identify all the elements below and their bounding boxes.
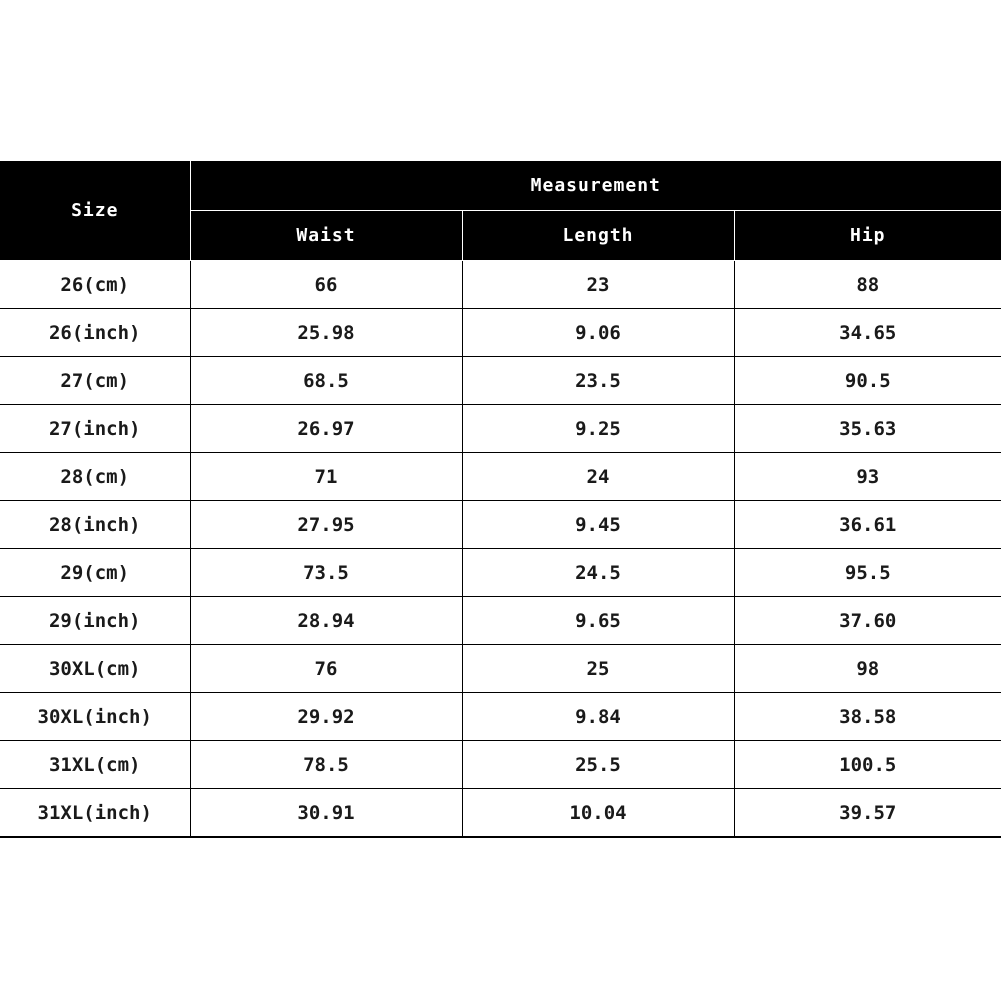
waist-cell: 27.95 bbox=[190, 501, 462, 549]
length-cell: 24.5 bbox=[462, 549, 734, 597]
length-cell: 25 bbox=[462, 645, 734, 693]
hip-cell: 95.5 bbox=[734, 549, 1001, 597]
table-row bbox=[0, 597, 1001, 645]
length-cell: 9.25 bbox=[462, 405, 734, 453]
hip-column-header: Hip bbox=[734, 211, 1001, 261]
length-cell: 9.45 bbox=[462, 501, 734, 549]
size-cell: 30XL(cm) bbox=[0, 645, 190, 693]
size-cell: 30XL(inch) bbox=[0, 693, 190, 741]
table-row bbox=[0, 453, 1001, 501]
table-body bbox=[0, 261, 1001, 838]
waist-cell: 25.98 bbox=[190, 309, 462, 357]
waist-cell: 29.92 bbox=[190, 693, 462, 741]
hip-cell: 38.58 bbox=[734, 693, 1001, 741]
waist-cell: 68.5 bbox=[190, 357, 462, 405]
size-chart-table bbox=[0, 161, 1001, 838]
waist-cell: 78.5 bbox=[190, 741, 462, 789]
waist-cell: 28.94 bbox=[190, 597, 462, 645]
hip-cell: 88 bbox=[734, 261, 1001, 309]
size-cell: 28(cm) bbox=[0, 453, 190, 501]
hip-cell: 36.61 bbox=[734, 501, 1001, 549]
table-row bbox=[0, 357, 1001, 405]
table-row bbox=[0, 309, 1001, 357]
size-column-header: Size bbox=[0, 161, 190, 261]
length-column-header: Length bbox=[462, 211, 734, 261]
size-cell: 27(inch) bbox=[0, 405, 190, 453]
size-cell: 26(inch) bbox=[0, 309, 190, 357]
waist-cell: 26.97 bbox=[190, 405, 462, 453]
size-cell: 31XL(inch) bbox=[0, 789, 190, 838]
waist-cell: 73.5 bbox=[190, 549, 462, 597]
table-row bbox=[0, 789, 1001, 838]
length-cell: 25.5 bbox=[462, 741, 734, 789]
length-cell: 9.06 bbox=[462, 309, 734, 357]
size-cell: 31XL(cm) bbox=[0, 741, 190, 789]
length-cell: 10.04 bbox=[462, 789, 734, 838]
table-row bbox=[0, 405, 1001, 453]
hip-cell: 100.5 bbox=[734, 741, 1001, 789]
table-row bbox=[0, 549, 1001, 597]
table-row bbox=[0, 741, 1001, 789]
length-cell: 23.5 bbox=[462, 357, 734, 405]
length-cell: 23 bbox=[462, 261, 734, 309]
measurement-group-header: Measurement bbox=[190, 161, 1001, 211]
table-row bbox=[0, 261, 1001, 309]
length-cell: 24 bbox=[462, 453, 734, 501]
size-cell: 28(inch) bbox=[0, 501, 190, 549]
table-row bbox=[0, 693, 1001, 741]
waist-column-header: Waist bbox=[190, 211, 462, 261]
waist-cell: 30.91 bbox=[190, 789, 462, 838]
size-cell: 29(inch) bbox=[0, 597, 190, 645]
hip-cell: 37.60 bbox=[734, 597, 1001, 645]
length-cell: 9.65 bbox=[462, 597, 734, 645]
waist-cell: 76 bbox=[190, 645, 462, 693]
hip-cell: 93 bbox=[734, 453, 1001, 501]
hip-cell: 90.5 bbox=[734, 357, 1001, 405]
waist-cell: 66 bbox=[190, 261, 462, 309]
table-header bbox=[0, 161, 1001, 261]
hip-cell: 98 bbox=[734, 645, 1001, 693]
hip-cell: 34.65 bbox=[734, 309, 1001, 357]
size-cell: 29(cm) bbox=[0, 549, 190, 597]
table-row bbox=[0, 501, 1001, 549]
size-cell: 26(cm) bbox=[0, 261, 190, 309]
waist-cell: 71 bbox=[190, 453, 462, 501]
hip-cell: 35.63 bbox=[734, 405, 1001, 453]
hip-cell: 39.57 bbox=[734, 789, 1001, 838]
table-row bbox=[0, 645, 1001, 693]
length-cell: 9.84 bbox=[462, 693, 734, 741]
size-cell: 27(cm) bbox=[0, 357, 190, 405]
